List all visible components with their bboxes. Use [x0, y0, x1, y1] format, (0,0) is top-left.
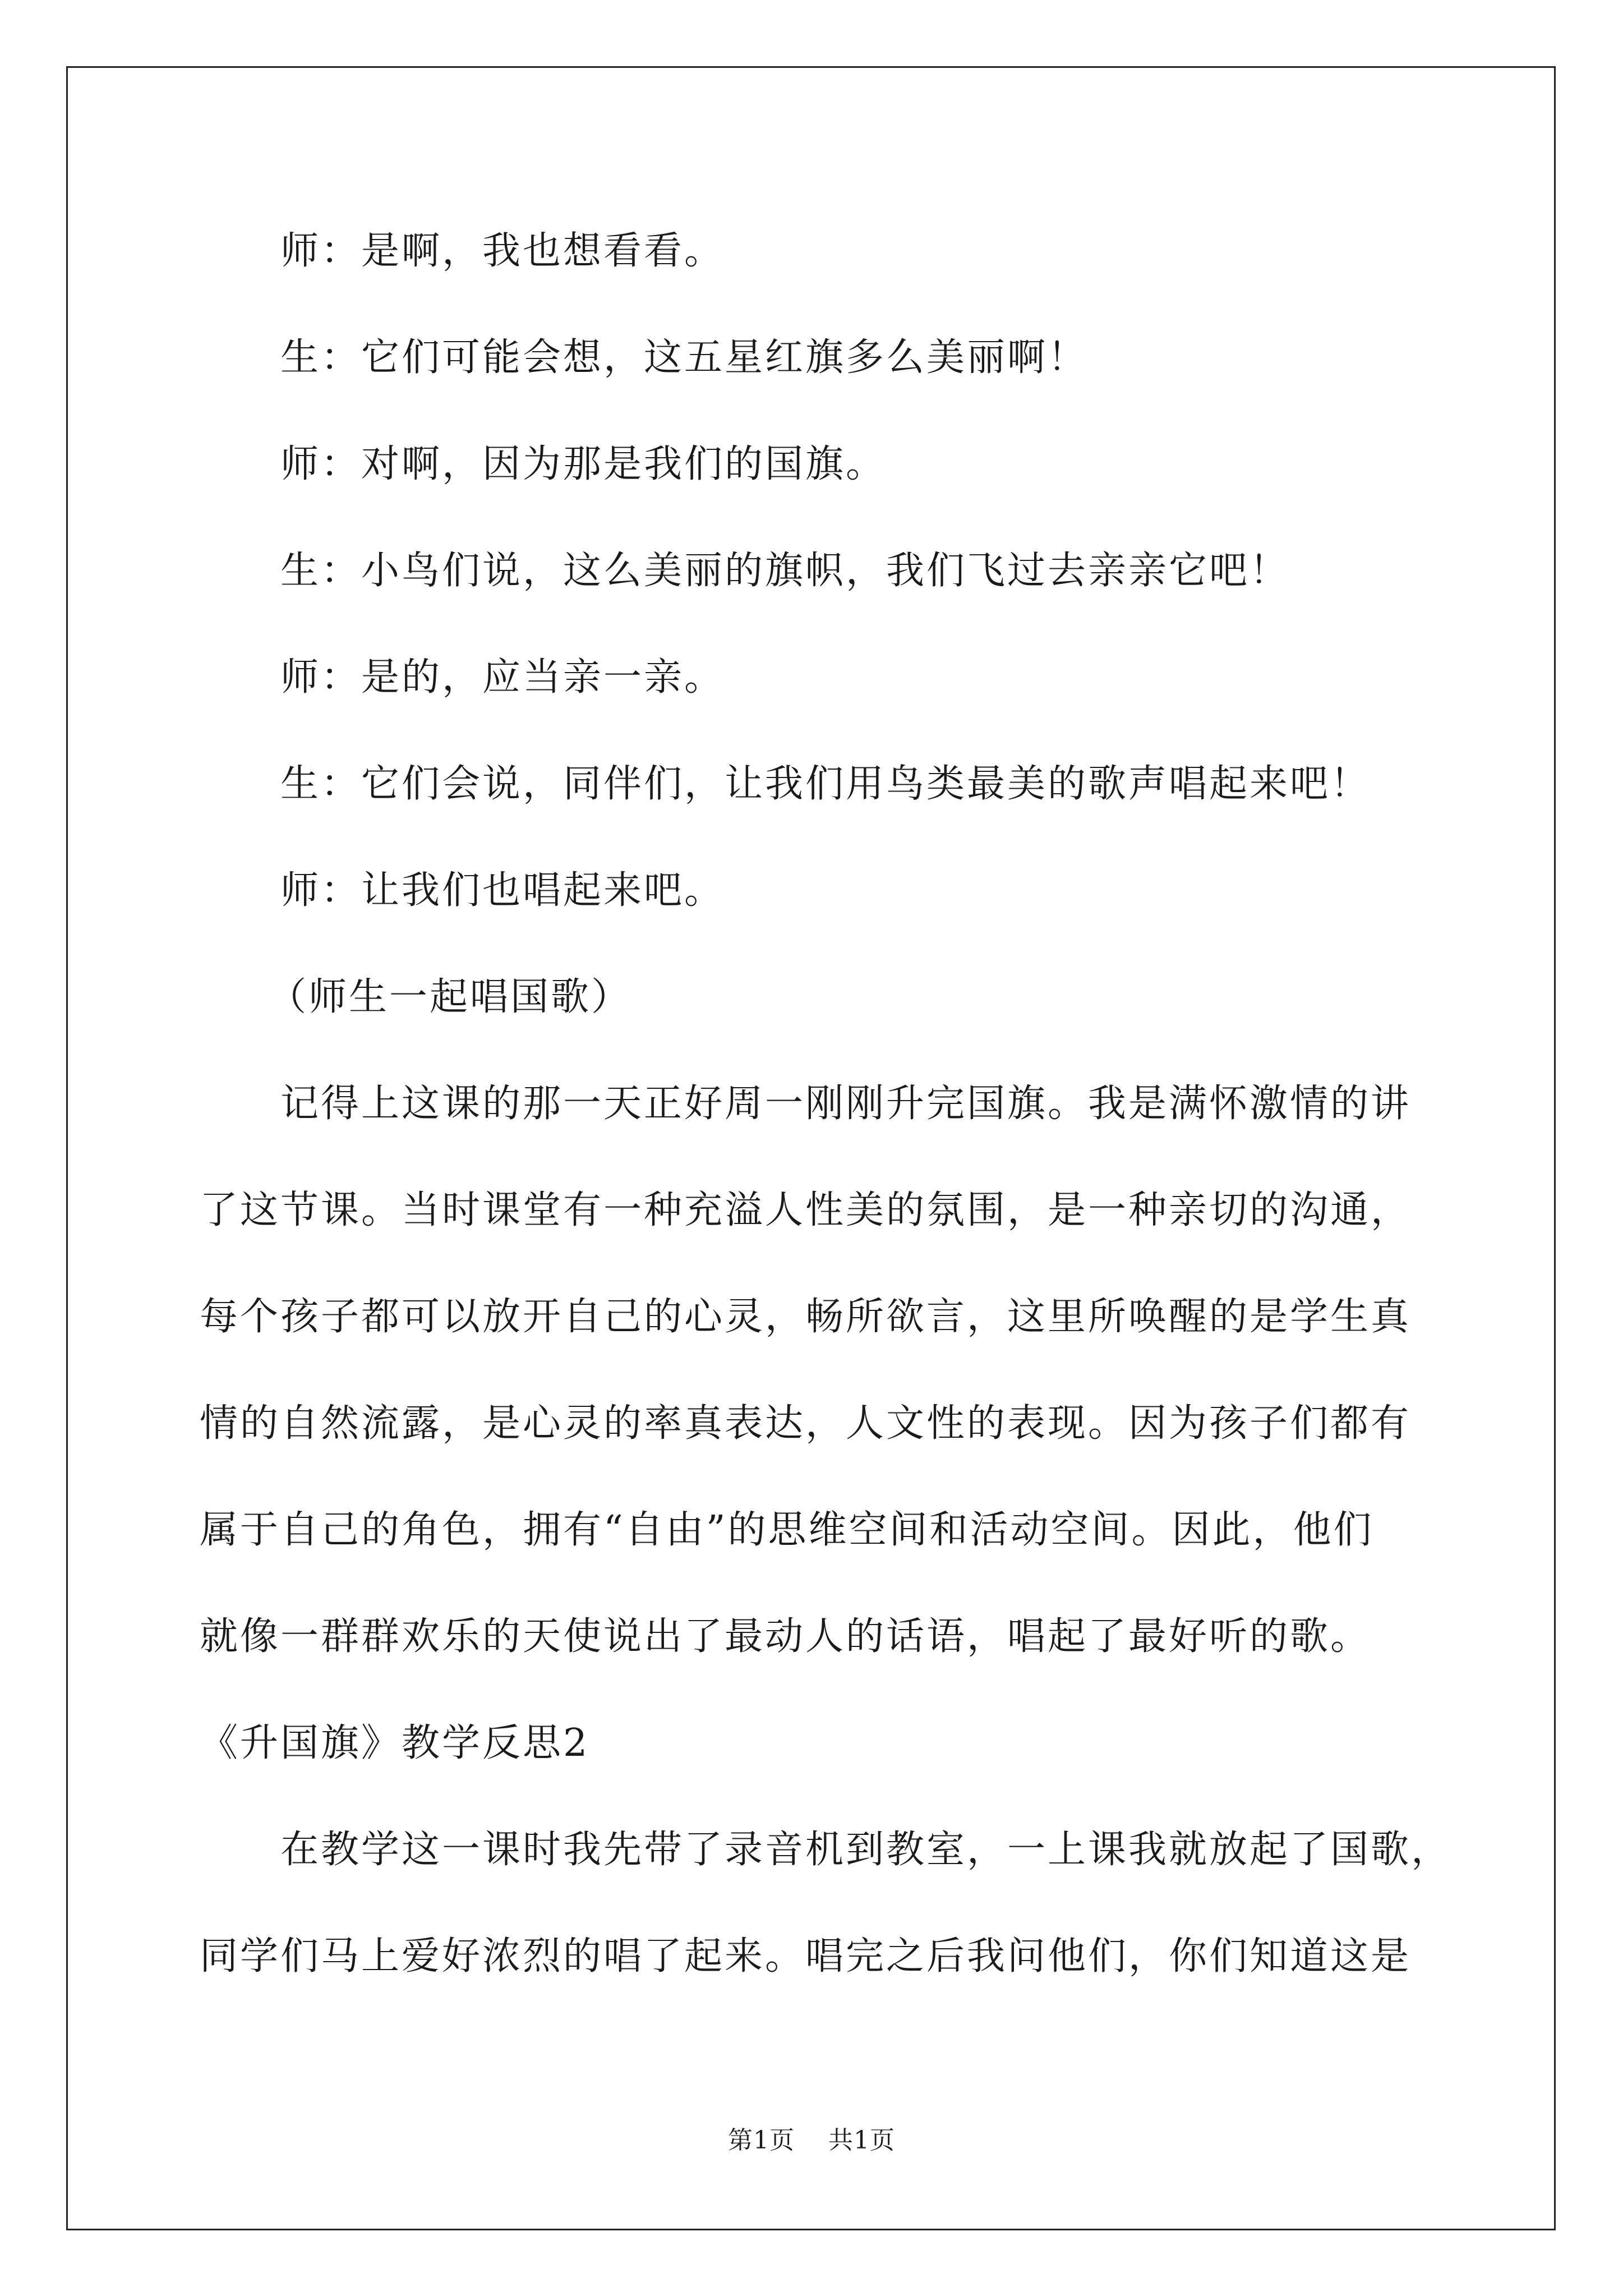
section-title: 《升国旗》教学反思2: [200, 1721, 590, 1765]
dialogue-line: 师：是啊，我也想看看。: [280, 229, 725, 273]
page-number: 第1页: [728, 2126, 795, 2155]
dialogue-line: 师：对啊，因为那是我们的国旗。: [280, 442, 887, 486]
paragraph-line: 就像一群群欢乐的天使说出了最动人的话语，唱起了最好听的歌。: [200, 1614, 1371, 1659]
dialogue-line: 师：让我们也唱起来吧。: [280, 868, 725, 913]
dialogue-line: 生：它们会说，同伴们，让我们用鸟类最美的歌声唱起来吧！: [280, 762, 1371, 806]
page-total: 共1页: [828, 2126, 895, 2155]
stage-direction: （师生一起唱国歌）: [268, 975, 632, 1019]
paragraph-line: 同学们马上爱好浓烈的唱了起来。唱完之后我问他们，你们知道这是: [200, 1934, 1412, 1978]
paragraph-line: 每个孩子都可以放开自己的心灵，畅所欲言，这里所唤醒的是学生真: [200, 1295, 1412, 1339]
paragraph-line: 了这节课。当时课堂有一种充溢人性美的氛围，是一种亲切的沟通，: [200, 1188, 1412, 1232]
paragraph-line: 情的自然流露，是心灵的率真表达，人文性的表现。因为孩子们都有: [200, 1401, 1412, 1446]
paragraph-line: 属于自己的角色，拥有“自由”的思维空间和活动空间。因此，他们: [200, 1508, 1374, 1552]
page-footer: [0, 2124, 1623, 2157]
dialogue-line: 生：小鸟们说，这么美丽的旗帜，我们飞过去亲亲它吧！: [280, 549, 1290, 593]
dialogue-line: 生：它们可能会想，这五星红旗多么美丽啊！: [280, 335, 1089, 380]
page-border: [66, 66, 1556, 2230]
dialogue-line: 师：是的，应当亲一亲。: [280, 655, 725, 700]
paragraph-line: 记得上这课的那一天正好周一刚刚升完国旗。我是满怀激情的讲: [280, 1082, 1412, 1126]
paragraph-line: 在教学这一课时我先带了录音机到教室，一上课我就放起了国歌，: [280, 1828, 1452, 1872]
